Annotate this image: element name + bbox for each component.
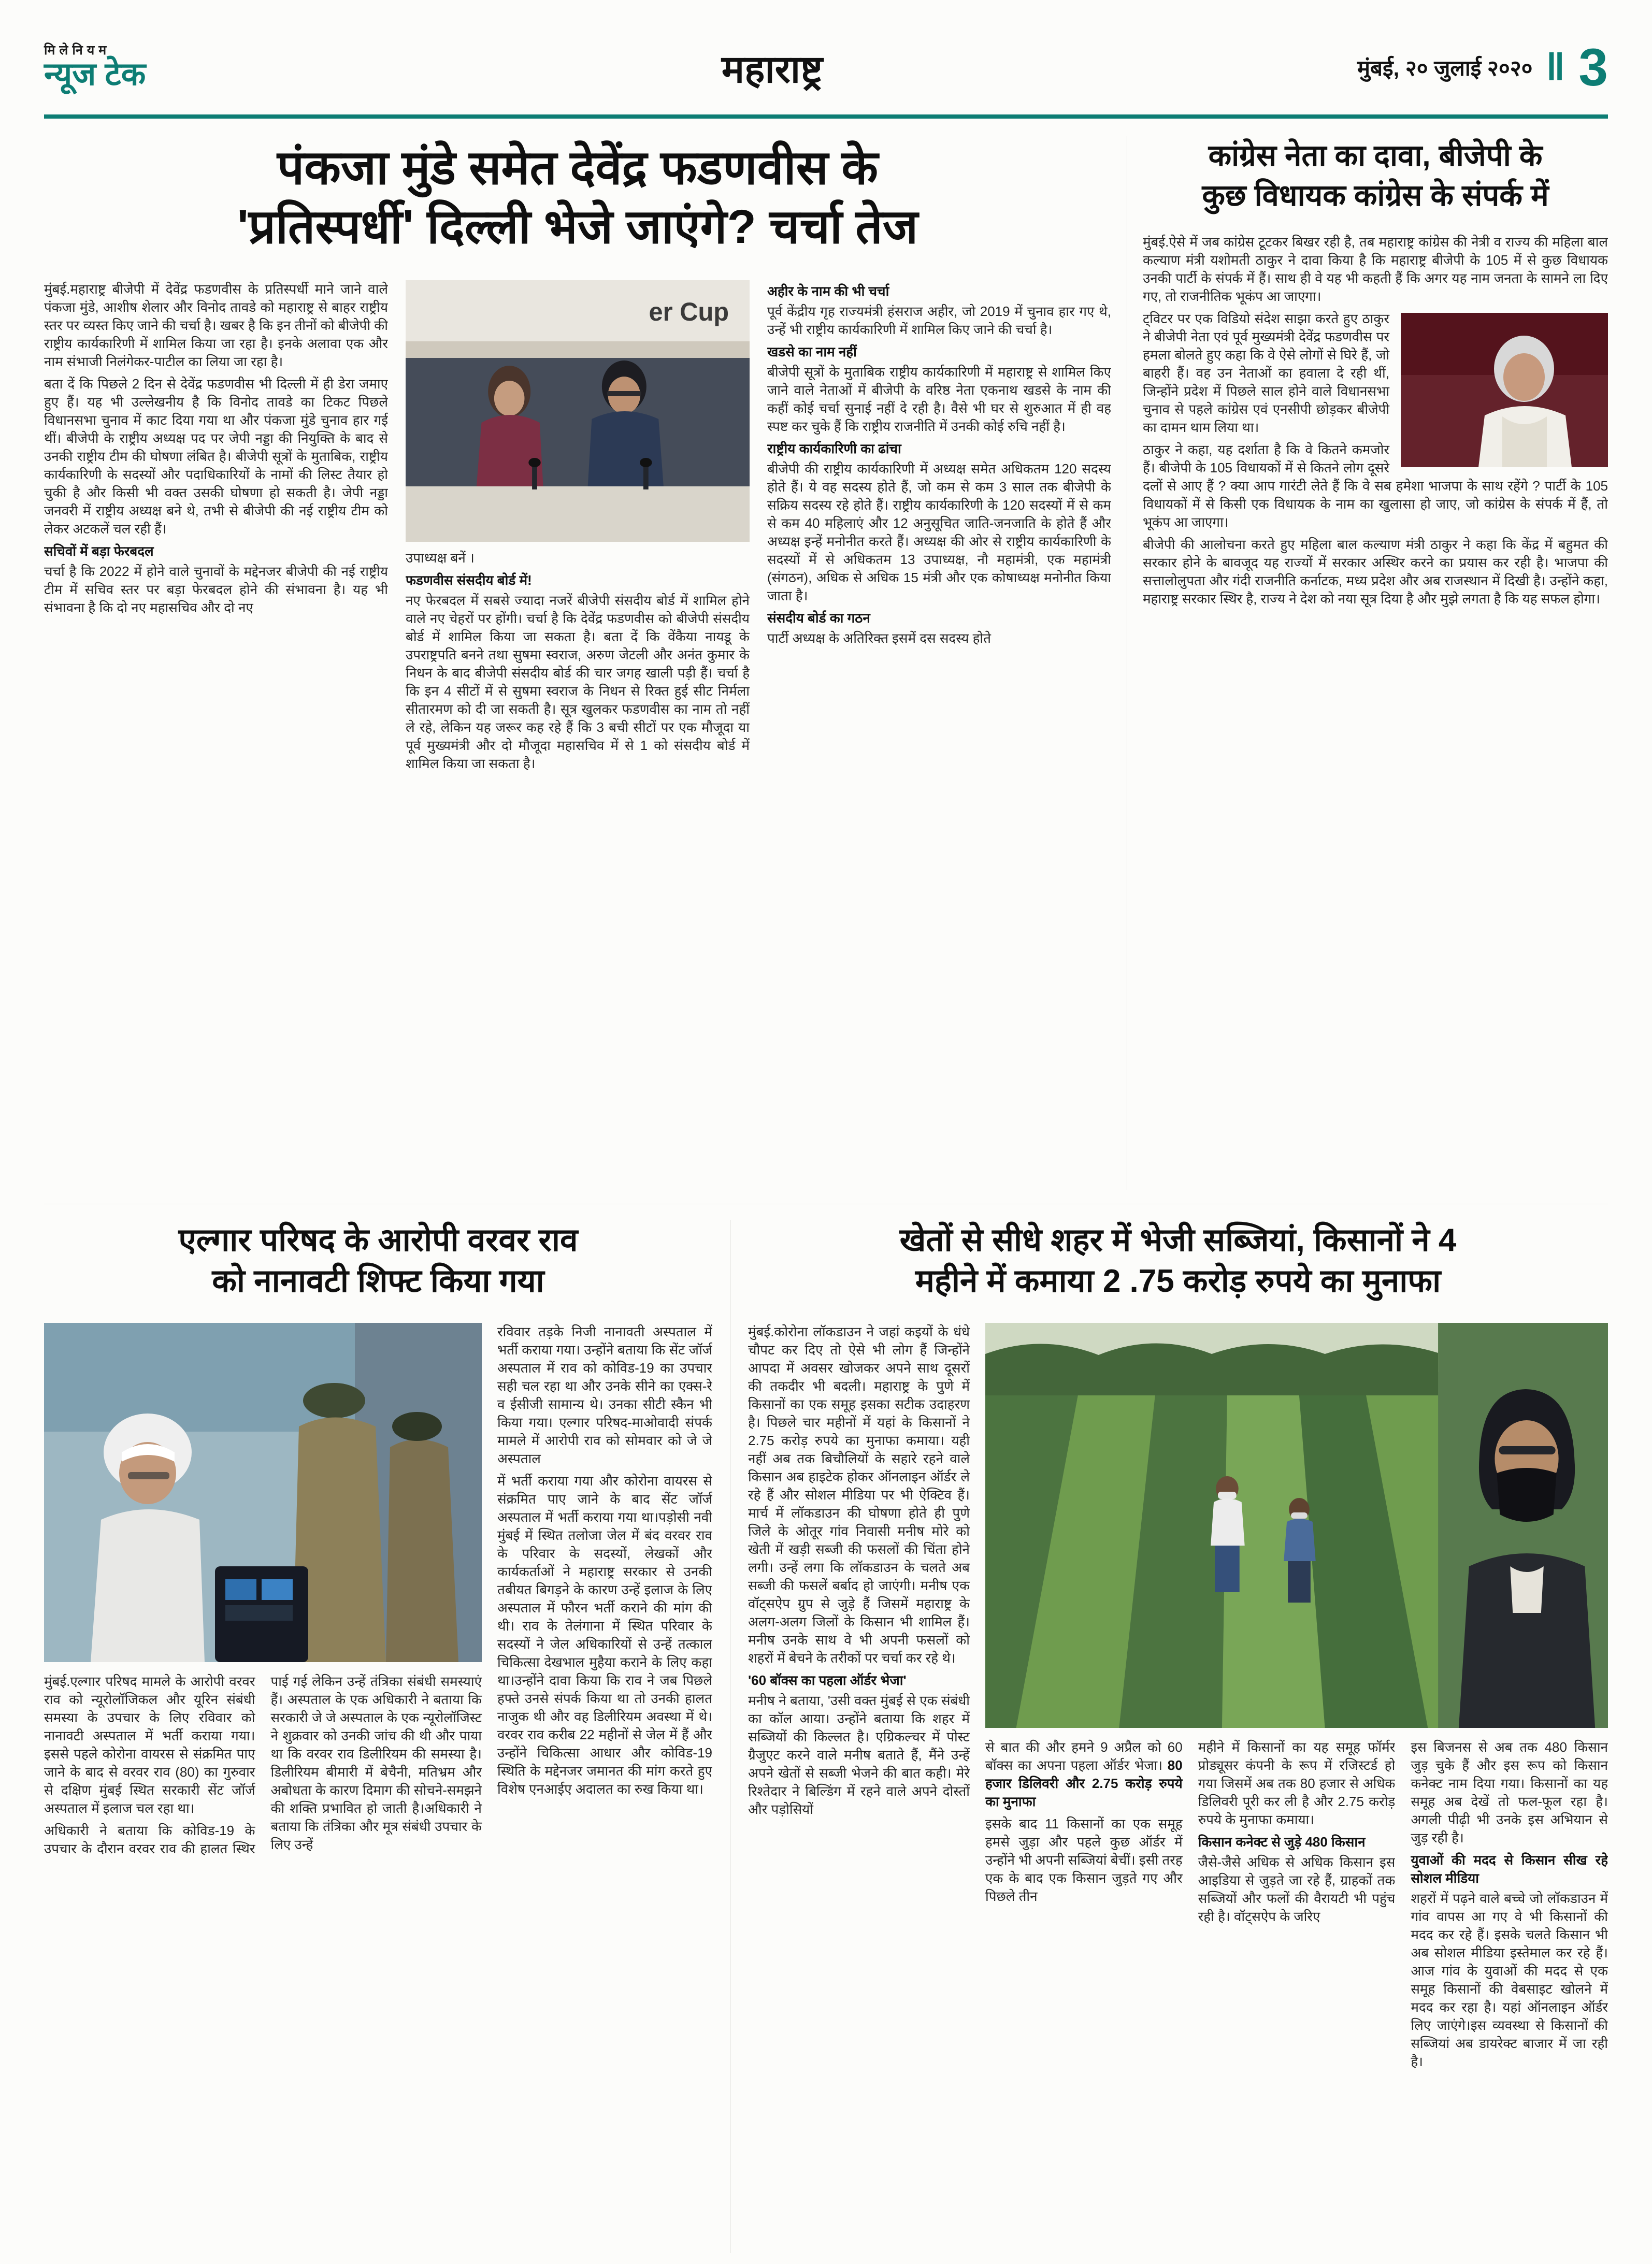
paragraph: चर्चा है कि 2022 में होने वाले चुनावों के मद्देनजर बीजेपी की नई राष्ट्रीय टीम में सचिव स्तर पर बड़ा फेरबदल होने की संभावना है। यह भी संभावना है कि दो नए महासचिव और दो नए [44,564,388,616]
text-run: से बात की और हमने 9 अप्रैल को 60 बॉक्स का अपना पहला ऑर्डर भेजा। [985,1739,1183,1773]
paragraph: मनीष ने बताया, 'उसी वक्त मुंबई से एक संबंधी का कॉल आया। उन्होंने बताया कि शहर में सब्जियों की किल्लत है। एग्रिकल्चर में पोस्ट ग्रैजुएट करने वाले मनीष बताते हैं, मैंने उन्हें अपने खेतों से सब्जी भेजने की बात कही। मेरे रिश्तेदार ने बिल्डिंग में रहने वाले अपने दोस्तों और पड़ोसियों [748,1692,970,1817]
farm-field-photo [985,1323,1608,1728]
farm-column-a [985,1738,1183,2075]
subhead-board-gathan: संसदीय बोर्ड का गठन [767,610,870,626]
subhead-sachiv-pherbadal: सचिवों में बड़ा फेरबदल [44,543,154,559]
paragraph: ठाकुर ने कहा, यह दर्शाता है कि वे कितने कमजोर हैं। बीजेपी के 105 विधायकों में से कितने लोग दूसरे दलों से आए हैं ? क्या आप गारंटी लेते हैं कि वे सब हमेशा भाजपा के साथ रहेंगे ? पार्टी के 105 विधायकों में से किसी एक विधायक के नाम का खुलासा हो जाए, जो कांग्रेस के संपर्क में हैं, तो भूकंप आ जाएगा। [1143,442,1608,530]
congress-body [1143,233,1608,608]
farm-right-block [985,1323,1608,2075]
subhead-80k-delivery: 80 हजार डिलिवरी और 2.75 करोड़ रुपये का मुनाफा [985,1757,1183,1809]
rao-body [44,1323,712,1858]
yashomati-thakur-photo [1401,313,1608,467]
rao-below-photo-text [44,1672,482,1858]
varavara-rao-photo [44,1323,482,1662]
paragraph: उपाध्यक्ष बनें । [406,550,475,566]
top-section [44,136,1608,1190]
subhead-kisan-connect: किसान कनेक्ट से जुड़े 480 किसान [1198,1834,1366,1850]
paragraph: मुंबई.कोरोना लॉकडाउन ने जहां कइयों के धंधे चौपट कर दिए तो ऐसे भी लोग हैं जिन्होंने आपदा में अवसर खोजकर अपने साथ दूसरों की तकदीर भी बदली। महाराष्ट्र के पुणे में किसानों का एक समूह इसका सटीक उदाहरण है। पिछले चार महीनों में यहां के किसानों ने 2.75 करोड़ रुपये का मुनाफा कमाया। यही नहीं अब तक बिचौलियों के सहारे रहने वाले किसान अब हाइटेक होकर ऑनलाइन ऑर्डर ले रहे हैं और सोशल मीडिया पर भी ऐक्टिव हैं।मार्च में लॉकडाउन की घोषणा होते ही पुणे जिले के ओतूर गांव निवासी मनीष मोरे को खेती में खड़ी सब्जी की फसलों की चिंता होने लगी। उन्हें लगा कि लॉकडाउन के चलते अब सब्जी की फसलें बर्बाद हो जाएंगी। मनीष एक वॉट्सऐप ग्रुप से जुड़े हैं जिसमें महाराष्ट्र के अलग-अलग जिलों के किसान भी शामिल हैं। मनीष उनके साथ वे भी अपनी फसलों को शहरों में बेचने के तरीकों पर चर्चा कर रहे थे। [748,1323,970,1666]
subhead-sansadiya-board: फडणवीस संसदीय बोर्ड में! [406,572,532,588]
farm-headline-line2: महीने में कमाया 2 .75 करोड़ रुपये का मुनाफा [915,1263,1441,1300]
paragraph [985,1738,1183,1811]
lead-column-2 [406,280,750,1130]
paragraph: मुंबई.महाराष्ट्र बीजेपी में देवेंद्र फडणवीस के प्रतिस्पर्धी माने जाने वाले पंकजा मुंडे, आशीष शेलार और विनोद तावडे को महाराष्ट्र से बाहर राष्ट्रीय स्तर पर व्यस्त किए जाने की चर्चा है। खबर है कि इन तीनों को बीजेपी की राष्ट्रीय कार्यकारिणी में शामिल किया जा रहा है। इनके अलावा एक और नाम संभाजी निलंगेकर-पाटील का लिया जा रहा है। [44,281,388,370]
paragraph: बीजेपी की आलोचना करते हुए महिला बाल कल्याण मंत्री ठाकुर ने कहा कि केंद्र में बहुमत की सरकार होने के बावजूद यह राज्यों में सरकार अस्थिर करने का प्रयास कर रही है। भाजपा की सत्तालोलुपता और गंदी राजनीति कर्नाटक, मध्य प्रदेश और अब राजस्थान में दिखी है। उन्होंने कहा, महाराष्ट्र सरकार स्थिर है, राज्य ने देश को नया सूत्र दिया है और मुझे लगता है कि यह सफल होगा। [1143,537,1608,607]
date-block [1357,38,1608,97]
page-number-divider: ‖ [1546,46,1565,89]
farm-column-c [1411,1738,1608,2075]
section-title: महाराष्ट्र [721,47,823,91]
article-varavara-rao [44,1220,712,2253]
article-lead [44,136,1111,1190]
logo-kicker: मिलेनियम [44,43,111,58]
paragraph: बीजेपी सूत्रों के मुताबिक राष्ट्रीय कार्यकारिणी में महाराष्ट्र से शामिल किए जाने वाले नेताओं में बीजेपी के वरिष्ठ नेता एकनाथ खडसे के नाम की कहीं कोई चर्चा सुनाई नहीं दे रही है। वैसे भी घर से शुरुआत में ही वह स्पष्ट कर चुके हैं कि राष्ट्रीय राजनीति में उनकी कोई रुचि नहीं है। [767,364,1111,435]
newspaper-logo [44,44,146,91]
farm-body [748,1323,1608,2075]
paragraph: ट्विटर पर एक विडियो संदेश साझा करते हुए ठाकुर ने बीजेपी नेता एवं पूर्व मुख्यमंत्री देवेंद्र फडणवीस पर हमला बोलते हुए कहा कि वे ऐसे लोगों से घिरे हैं, जो बाहरी हैं। वह उन नेताओं का हवाला दे रही थीं, जिन्होंने प्रदेश में पिछले साल होने वाले विधानसभा चुनाव से पहले कांग्रेस एवं एनसीपी छोड़कर बीजेपी का दामन थाम लिया था। [1143,311,1389,436]
paragraph: महीने में किसानों का यह समूह फॉर्मर प्रोड्यूसर कंपनी के रूप में रजिस्टर्ड हो गया जिसमें अब तक 80 हजार से अधिक डिलिवरी पूरी कर ली है और 2.75 करोड़ रुपये के मुनाफा कमाया। [1198,1739,1396,1827]
farm-column-1 [748,1323,970,2075]
lead-headline-line1: पंकजा मुंडे समेत देवेंद्र फडणवीस के [277,141,879,194]
press-conference-photo [406,280,750,542]
lead-body [44,280,1111,1130]
subhead-khadse: खडसे का नाम नहीं [767,344,857,360]
lead-column-1 [44,280,388,1130]
lead-headline-line2: 'प्रतिस्पर्धी' दिल्ली भेजे जाएंगे? चर्चा तेज [237,200,918,254]
paragraph: अधिकारी ने बताया कि कोविड-19 के उपचार के दौरान वरवर राव की हालत स्थिर पाई गई लेकिन उन्हें तंत्रिका संबंधी समस्याएं हैं। अस्पताल के एक अधिकारी ने बताया कि सरकारी जे जे अस्पताल के एक न्यूरोलॉजिस्ट ने शुक्रवार को उनकी जांच की थी और पाया था कि वरवर राव डिलीरियम की समस्या है। डिलीरियम बीमारी में बेचैनी, मतिभ्रम और अबोधता के कारण दिमाग की सोचने-समझने की शक्ति प्रभावित हो जाती है।अधिकारी ने बताया कि तंत्रिका और मूत्र संबंधी उपचार के लिए उन्हें [44,1673,482,1856]
congress-headline-line1: कांग्रेस नेता का दावा, बीजेपी के [1208,139,1543,172]
paragraph: बता दें कि पिछले 2 दिन से देवेंद्र फडणवीस भी दिल्ली में ही डेरा जमाए हुए हैं। यह भी उल्लेखनीय है कि विनोद तावडे का टिकट पिछले विधानसभा चुनाव में काट दिया गया था और पंकजा मुंडे चुनाव हार गई थीं। बीजेपी के राष्ट्रीय अध्यक्ष पद पर जेपी नड्डा की नियुक्ति के बाद से उनकी राष्ट्रीय टीम की घोषणा लंबित है। बीजेपी सूत्रों के मुताबिक, राष्ट्रीय कार्यकारिणी के सदस्यों और पदाधिकारियों के नामों की लिस्ट तैयार हो चुकी है और किसी भी वक्त उसकी घोषणा हो सकती है। जेपी नड्डा जनवरी में राष्ट्रीय अध्यक्ष बने थे, तभी से बीजेपी की नई राष्ट्रीय टीम को लेकर अटकलें चल रही हैं। [44,376,388,537]
logo-name: न्यूज टेक [44,56,146,92]
farm-column-b [1198,1738,1396,2075]
subhead-karyakarini: राष्ट्रीय कार्यकारिणी का ढांचा [767,441,901,457]
congress-headline-line2: कुछ विधायक कांग्रेस के संपर्क में [1202,178,1549,212]
subhead-first-order: '60 बॉक्स का पहला ऑर्डर भेजा' [748,1672,907,1688]
paragraph: रविवार तड़के निजी नानावती अस्पताल में भर्ती कराया गया। उन्होंने बताया कि सेंट जॉर्ज अस्पताल में राव को कोविड-19 का उपचार सही चल रहा था और उनके सीने का एक्स-रे व ईसीजी सामान्य थे। उनका सीटी स्कैन भी किया गया। एल्गार परिषद-माओवादी संपर्क मामले में आरोपी राव को सोमवार को जे जे अस्पताल [497,1323,712,1466]
paragraph: इसके बाद 11 किसानों का एक समूह हमसे जुड़ा और पहले कुछ ऑर्डर में उन्होंने भी अपनी सब्जियां बेचीं। इसी तरह एक के बाद एक किसान जुड़ते गए और पिछले तीन [985,1815,1183,1904]
rao-left-block [44,1323,482,1858]
lead-column-3 [767,280,1111,1130]
date-line: मुंबई, २० जुलाई २०२० [1357,55,1533,80]
subhead-ahir: अहीर के नाम की भी चर्चा [767,283,889,299]
rao-headline-line2: को नानावटी शिफ्ट किया गया [212,1263,544,1300]
paragraph: जैसे-जैसे अधिक से अधिक किसान इस आइडिया से जुड़ते जा रहे हैं, ग्राहकों तक सब्जियों और फलों की वैरायटी भी पहुंच रही है। वॉट्सऐप के जरिए [1198,1854,1396,1924]
bottom-section [44,1220,1608,2253]
lead-headline [60,138,1096,256]
paragraph: मुंबई.एल्गार परिषद मामले के आरोपी वरवर राव को न्यूरोलॉजिकल और यूरिन संबंधी समस्या के उपचार के लिए रविवार को नानावटी अस्पताल में भर्ती कराया गया। इससे पहले कोरोना वायरस से संक्रमित पाए जाने के बाद से वरवर राव (80) का गुरुवार से दक्षिण मुंबई स्थित सरकारी सेंट जॉर्ज अस्पताल में इलाज चल रहा था। [44,1673,255,1816]
rao-headline [49,1220,707,1302]
rao-headline-line1: एल्गार परिषद के आरोपी वरवर राव [178,1222,578,1258]
paragraph: पूर्व केंद्रीय गृह राज्यमंत्री हंसराज अहीर, जो 2019 में चुनाव हार गए थे, उन्हें भी राष्ट्रीय कार्यकारिणी में शामिल किए जाने की चर्चा है। [767,304,1111,338]
farm-lower-columns [985,1738,1608,2075]
paragraph: मुंबई.ऐसे में जब कांग्रेस टूटकर बिखर रही है, तब महाराष्ट्र कांग्रेस की नेत्री व राज्य की महिला बाल कल्याण मंत्री यशोमती ठाकुर ने दावा किया है कि महाराष्ट्र बीजेपी के 105 में से कुछ विधायक उनकी पार्टी के संपर्क में हैं। साथ ही वे यह भी कहती हैं कि अगर यह नाम जनता के सामने ला दिए गए, तो राजनीतिक भूकंप आ जाएगा। [1143,234,1608,305]
paragraph: शहरों में पढ़ने वाले बच्चे जो लॉकडाउन में गांव वापस आ गए वे भी किसानों की मदद कर रहे हैं। इसके चलते किसान भी अब सोशल मीडिया इस्तेमाल कर रहे हैं। आज गांव के युवाओं की मदद से एक समूह किसानों की वेबसाइट खोलने में मदद कर रहा है। यहां ऑनलाइन ऑर्डर लिए जाएंगे।इस व्यवस्था से किसानों की सब्जियां अब डायरेक्ट बाजार में जा रही है। [1411,1890,1608,2069]
rao-side-column [497,1323,712,1858]
article-congress-claim [1143,136,1608,1190]
photo-banner-text: er Cup [649,297,729,327]
paragraph: नए फेरबदल में सबसे ज्यादा नजरें बीजेपी संसदीय बोर्ड में शामिल होने वाले नए चेहरों पर होंगी। चर्चा है कि देवेंद्र फडणवीस को बीजेपी संसदीय बोर्ड में शामिल किया जा सकता है। बता दें कि वेंकैया नायडू के उपराष्ट्रपति बनने तथा सुषमा स्वराज, अरुण जेटली और अनंत कुमार के निधन के बाद बीजेपी संसदीय बोर्ड की चार जगह खाली पड़ी हैं। चर्चा है कि इन 4 सीटों में से सुषमा स्वराज के निधन से रिक्त हुई सीट निर्मला सीतारमण को दी जा सकती है। सूत्र खुलकर फडणवीस का नाम तो नहीं ले रहे, लेकिन यह जरूर कह रहे हैं कि 3 बची सीटों पर एक मौजूदा या पूर्व मुख्यमंत्री और दो मौजूदा महासचिव में से 1 को संसदीय बोर्ड में शामिल किया जा सकता है। [406,593,750,772]
paragraph: में भर्ती कराया गया और कोरोना वायरस से संक्रमित पाए जाने के बाद सेंट जॉर्ज अस्पताल में भर्ती कराया गया था।पड़ोसी नवी मुंबई में स्थित तलोजा जेल में बंद वरवर राव के परिवार के सदस्यों, लेखकों और कार्यकर्ताओं ने महाराष्ट्र सरकार से उनकी तबीयत बिगड़ने के कारण उन्हें इलाज के लिए अस्पताल में फौरन भर्ती कराने की मांग की थी। राव के तेलंगाना में स्थित परिवार के सदस्यों ने जेल अधिकारियों से उन्हें तत्काल चिकित्सा देखभाल मुहैया कराने के लिए कहा था।उन्होंने दावा किया कि राव ने जब पिछले हफ्ते उनसे संपर्क किया था तो उनकी हालत नाजुक थी और वह डिलीरियम अवस्था में थे। वरवर राव करीब 22 महीनों से जेल में हैं और उन्होंने चिकित्सा आधार और कोविड-19 स्थिति के मद्देनजर जमानत की मांग करते हुए विशेष एनआईए अदालत का रुख किया था। [497,1473,712,1797]
subhead-social-media: युवाओं की मदद से किसान सीख रहे सोशल मीडिया [1411,1852,1608,1886]
article-farmers-profit [748,1220,1608,2253]
paragraph: इस बिजनस से अब तक 480 किसान जुड़ चुके हैं और इस रूप को किसान कनेक्ट नाम दिया गया। किसानों का यह समूह अब देखें तो फल-फूल रहा है। अगली पीढ़ी भी उनके इस अभियान से जुड़ रही है। [1411,1739,1608,1845]
paragraph: बीजेपी की राष्ट्रीय कार्यकारिणी में अध्यक्ष समेत अधिकतम 120 सदस्य होते हैं। ये वह सदस्य होते हैं, जो कम से कम 3 साल तक बीजेपी के सक्रिय सदस्य रहे होते हैं। राष्ट्रीय कार्यकारिणी के 120 सदस्यों में से कम से कम 40 महिलाएं और 12 अनुसूचित जाति-जनजाति के होते हैं और अध्यक्ष इन्हें मनोनीत करते हैं। अध्यक्ष की ओर से राष्ट्रीय कार्यकारिणी के सदस्यों में से अधिकतम 13 उपाध्यक्ष, नौ महामंत्री, एक महामंत्री (संगठन), अधिक से अधिक 15 मंत्री और एक कोषाध्यक्ष मनोनीत किया जाता है। [767,461,1111,604]
page-number: 3 [1578,38,1608,97]
farm-headline [753,1220,1603,1302]
congress-headline [1146,136,1605,215]
masthead [44,28,1608,106]
farm-headline-line1: खेतों से सीधे शहर में भेजी सब्जियां, किसानों ने 4 [899,1222,1457,1258]
paragraph: पार्टी अध्यक्ष के अतिरिक्त इसमें दस सदस्य होते [767,630,991,646]
masthead-rule [44,114,1608,119]
